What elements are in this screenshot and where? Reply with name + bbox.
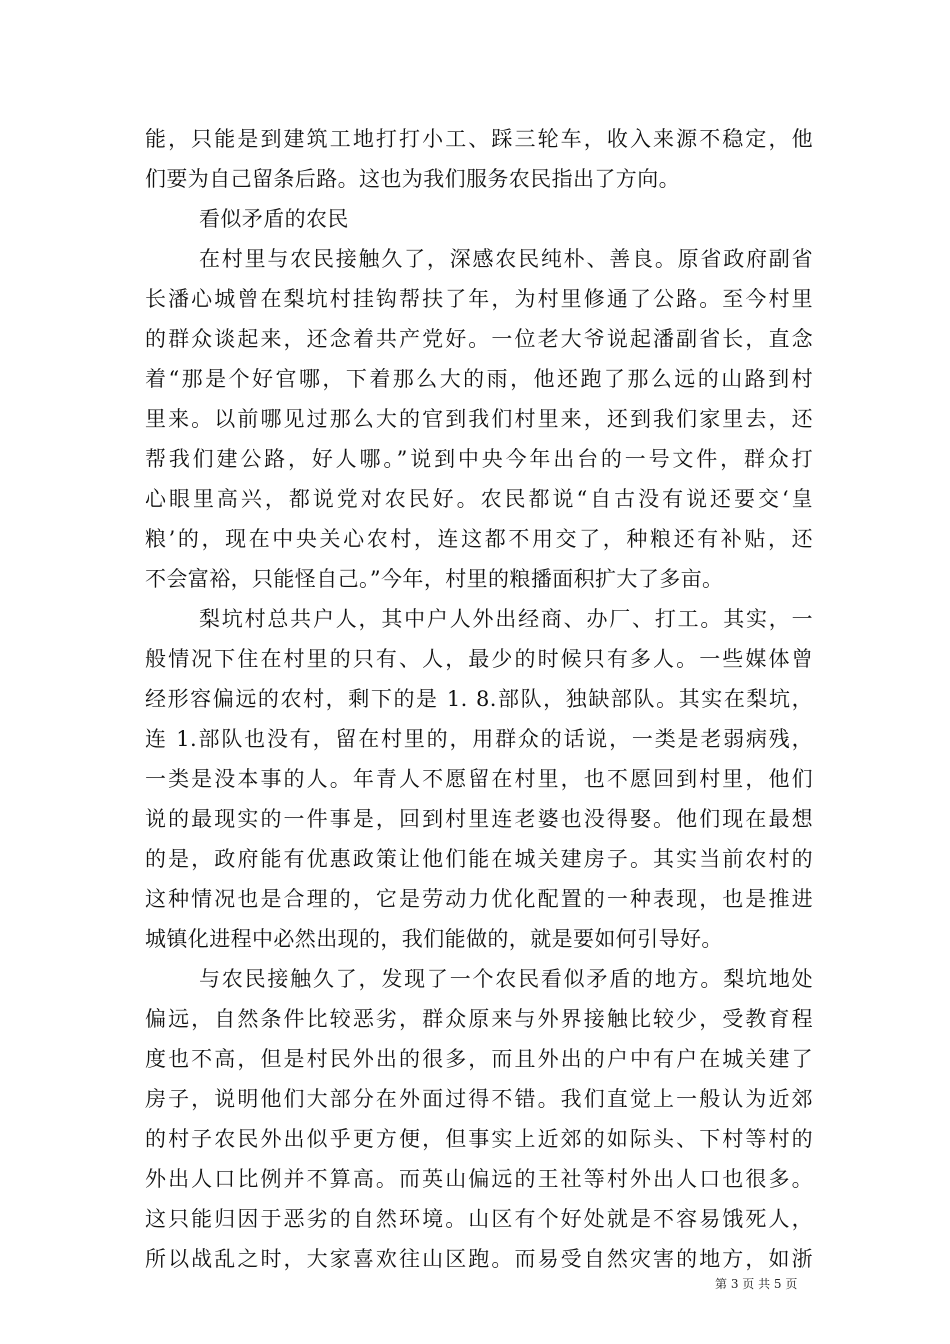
- text-line: 说的最现实的一件事是，回到村里连老婆也没得娶。他们现在最想: [145, 807, 813, 831]
- text-line: 能，只能是到建筑工地打打小工、踩三轮车，收入来源不稳定，他: [145, 127, 813, 151]
- text-line: 的是，政府能有优惠政策让他们能在城关建房子。其实当前农村的: [145, 847, 813, 871]
- text-line: 梨坑村总共户人，其中户人外出经商、办厂、打工。其实，一: [199, 607, 813, 631]
- text-line: 城镇化进程中必然出现的，我们能做的，就是要如何引导好。: [145, 927, 723, 951]
- text-line: 与农民接触久了，发现了一个农民看似矛盾的地方。梨坑地处: [199, 967, 813, 991]
- text-line: 的村子农民外出似乎更方便，但事实上近郊的如际头、下村等村的: [145, 1127, 813, 1151]
- text-line: 里来。以前哪见过那么大的官到我们村里来，还到我们家里去，还: [145, 407, 813, 431]
- text-line: 般情况下住在村里的只有、人，最少的时候只有多人。一些媒体曾: [145, 647, 813, 671]
- text-line: 这只能归因于恶劣的自然环境。山区有个好处就是不容易饿死人，: [145, 1207, 813, 1231]
- text-line: 们要为自己留条后路。这也为我们服务农民指出了方向。: [145, 167, 680, 191]
- text-line: 心眼里高兴，都说党对农民好。农民都说“自古没有说还要交‘皇: [145, 487, 813, 511]
- text-line: 的群众谈起来，还念着共产党好。一位老大爷说起潘副省长，直念: [145, 327, 813, 351]
- text-line: 帮我们建公路，好人哪。”说到中央今年出台的一号文件，群众打: [145, 447, 813, 471]
- text-line: 所以战乱之时，大家喜欢往山区跑。而易受自然灾害的地方，如浙: [145, 1247, 813, 1271]
- text-line: 粮’的，现在中央关心农村，连这都不用交了，种粮还有补贴，还: [145, 527, 813, 551]
- text-line: 度也不高，但是村民外出的很多，而且外出的户中有户在城关建了: [145, 1047, 813, 1071]
- text-line: 一类是没本事的人。年青人不愿留在村里，也不愿回到村里，他们: [145, 767, 813, 791]
- text-line: 长潘心城曾在梨坑村挂钩帮扶了年，为村里修通了公路。至今村里: [145, 287, 813, 311]
- text-line: 着“那是个好官哪，下着那么大的雨，他还跑了那么远的山路到村: [145, 367, 813, 391]
- text-line: 外出人口比例并不算高。而英山偏远的王社等村外出人口也很多。: [145, 1167, 813, 1191]
- text-line: 连 1.部队也没有，留在村里的，用群众的话说，一类是老弱病残，: [145, 727, 813, 751]
- page-number: 第 3 页 共 5 页: [715, 1277, 798, 1291]
- text-line: 房子，说明他们大部分在外面过得不错。我们直觉上一般认为近郊: [145, 1087, 813, 1111]
- text-line: 这种情况也是合理的，它是劳动力优化配置的一种表现，也是推进: [145, 887, 813, 911]
- text-line: 不会富裕，只能怪自己。”今年，村里的粮播面积扩大了多亩。: [145, 567, 724, 591]
- section-heading: 看似矛盾的农民: [199, 207, 349, 231]
- text-line: 偏远，自然条件比较恶劣，群众原来与外界接触比较少，受教育程: [145, 1007, 813, 1031]
- body-text: [145, 119, 813, 1279]
- text-line: 在村里与农民接触久了，深感农民纯朴、善良。原省政府副省: [199, 247, 813, 271]
- text-line: 经形容偏远的农村，剩下的是 1. 8.部队，独缺部队。其实在梨坑，: [145, 687, 813, 711]
